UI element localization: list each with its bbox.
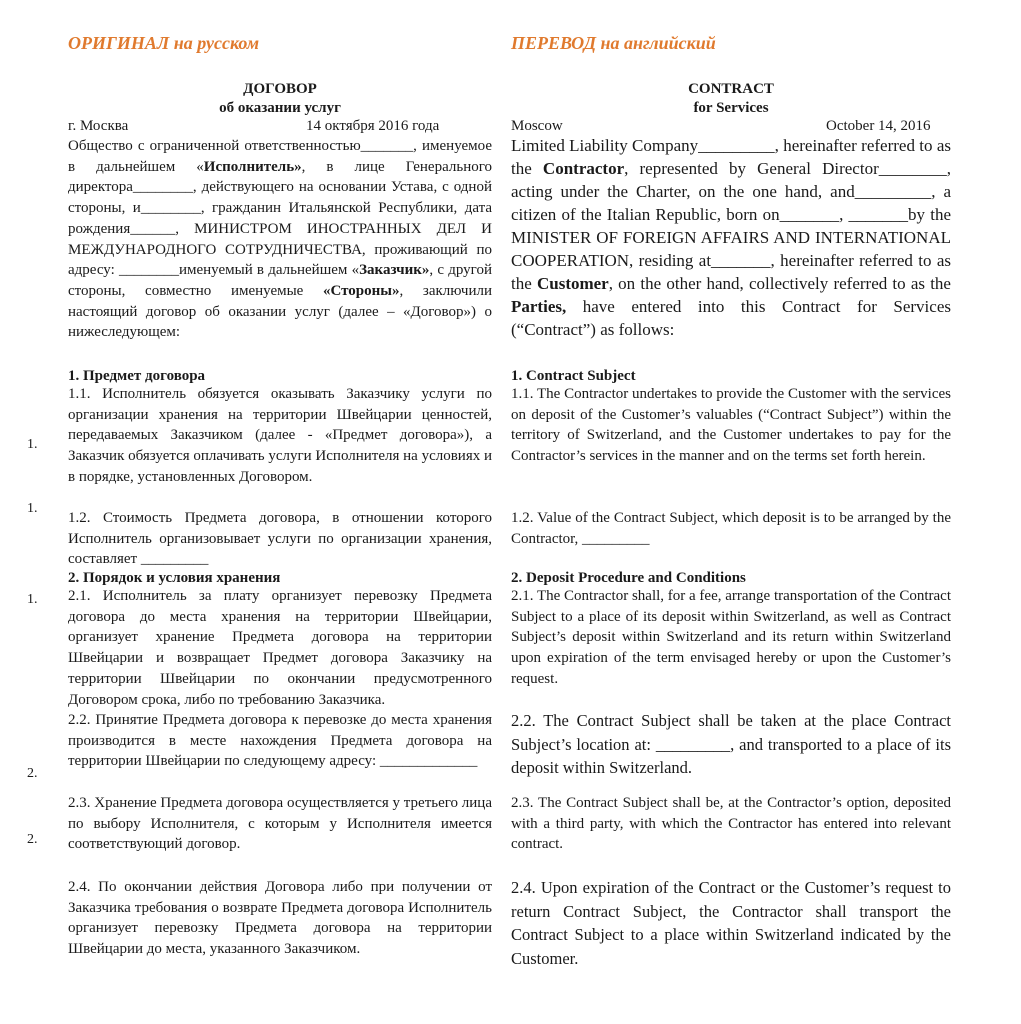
section-1-heading: 1. Contract Subject bbox=[511, 368, 636, 384]
text-run: , represented by General Director________, acting under the Charter, on the one hand, and_________, a citizen of the Italian Republic, born on_______, _______by the MINISTER OF FOREIGN AFFAIRS AND INTERNATIONAL COOPERATION, residing at_______, hereinafter referred to as the bbox=[511, 159, 951, 293]
translation-heading: ПЕРЕВОД на английский bbox=[511, 33, 716, 53]
bold-term: Исполнитель» bbox=[203, 158, 302, 175]
city: Moscow bbox=[511, 118, 563, 134]
bold-term: Contractor bbox=[542, 159, 625, 178]
contract-title: ДОГОВОР bbox=[243, 81, 317, 97]
margin-number: 1. bbox=[27, 437, 38, 452]
clause-2-4: 2.4. По окончании действия Договора либо при получении от Заказчика требования о возврате Предмета договора Исполнитель организует перевозку Предмета договора на территории Швейцарии до места, указанного Заказчиком. bbox=[68, 879, 492, 958]
text-run: Limited Liability Company_________, hereinafter referred to as the bbox=[511, 136, 951, 178]
text-run: Общество с ограниченной ответственностью_______, именуемое в дальнейшем « bbox=[68, 138, 492, 175]
contract-subtitle: об оказании услуг bbox=[219, 100, 341, 116]
contract-title: CONTRACT bbox=[688, 81, 774, 97]
margin-number: 1. bbox=[27, 592, 38, 607]
place-date-line bbox=[68, 117, 492, 136]
section-1-heading: 1. Предмет договора bbox=[68, 368, 206, 384]
city: г. Москва bbox=[68, 118, 129, 134]
contract-date: October 14, 2016 bbox=[826, 118, 931, 134]
section-2-heading: 2. Deposit Procedure and Conditions bbox=[511, 570, 746, 586]
clause-2-1: 2.1. The Contractor shall, for a fee, arrange transportation of the Contract Subject to a place of its deposit within Switzerland, as well as Contract Subject’s deposit within Switzerland and its return within Switzerland upon expiration of the term envisaged hereby or upon the Customer’s request. bbox=[511, 588, 951, 687]
text-run: , заключили настоящий договор об оказании услуг (далее – «Договор») о нижеследующем: bbox=[68, 282, 493, 341]
clause-1-2: 1.2. Value of the Contract Subject, which deposit is to be arranged by the Contractor, _________ bbox=[511, 510, 951, 547]
bold-term: Заказчик» bbox=[359, 262, 430, 279]
text-run: , в лице Генерального директора________, действующего на основании Устава, с одной стороны, и________, гражданин Итальянской Республики, дата рождения______, МИНИСТРОМ ИНОСТРАННЫХ ДЕЛ И МЕЖДУНАРОДНОГО СОТРУДНИЧЕСТВА, проживающий по адресу: ________именуемый в дальнейшем « bbox=[68, 158, 493, 279]
clause-2-2: 2.2. Принятие Предмета договора к перевозке до места хранения производится в месте нахождения Предмета договора на территории Швейцарии по следующему адресу: _____________ bbox=[68, 712, 492, 770]
clause-2-1: 2.1. Исполнитель за плату организует перевозку Предмета договора до места хранения на территории Швейцарии, организует хранение Предмета договора на территории Швейцарии и возвращает Предмет договора Заказчику на территории Швейцарии по окончании предусмотренного Договором срока, либо по требованию Заказчика. bbox=[68, 588, 492, 708]
bold-term: «Стороны» bbox=[323, 282, 400, 299]
preamble bbox=[68, 136, 492, 343]
clause-2-4: 2.4. Upon expiration of the Contract or the Customer’s request to return Contract Subject, the Contractor shall transport the Contract Subject to a place within Switzerland indicated by the Customer. bbox=[511, 878, 951, 968]
original-heading: ОРИГИНАЛ на русском bbox=[68, 33, 260, 53]
text-run: , on the other hand, collectively referred to as the bbox=[608, 274, 951, 293]
clause-2-3: 2.3. The Contract Subject shall be, at the Contractor’s option, deposited with a third party, with which the Contractor has entered into relevant contract. bbox=[511, 795, 951, 853]
text-run: have entered into this Contract for Services (“Contract”) as follows: bbox=[511, 297, 951, 339]
margin-number: 2. bbox=[27, 766, 38, 781]
text-run: , с другой стороны, совместно именуемые bbox=[68, 262, 492, 299]
preamble bbox=[511, 134, 951, 341]
bold-term: Customer bbox=[536, 274, 609, 293]
clause-2-2: 2.2. The Contract Subject shall be taken at the place Contract Subject’s location at: _________, and transported to a place of its deposit within Switzerland. bbox=[511, 711, 951, 777]
margin-number: 2. bbox=[27, 832, 38, 847]
margin-number: 1. bbox=[27, 501, 38, 516]
bold-term: Parties, bbox=[511, 297, 567, 316]
clause-2-3: 2.3. Хранение Предмета договора осуществляется у третьего лица по выбору Исполнителя, с которым у Исполнителя имеется соответствующий договор. bbox=[68, 795, 492, 853]
clause-1-2: 1.2. Стоимость Предмета договора, в отношении которого Исполнитель организовывает услуги по организации хранения, составляет _________ bbox=[68, 510, 492, 568]
clause-1-1: 1.1. The Contractor undertakes to provide the Customer with the services on deposit of the Customer’s valuables (“Contract Subject”) within the territory of Switzerland, and the Customer undertakes to pay for the Contractor’s services in the manner and on the terms set forth herein. bbox=[511, 386, 951, 465]
contract-subtitle: for Services bbox=[693, 100, 769, 116]
clause-1-1: 1.1. Исполнитель обязуется оказывать Заказчику услуги по организации хранения на территории Швейцарии ценностей, передаваемых Заказчиком (далее - «Предмет договора»), а Заказчик обязуется оплачивать услуги Исполнителя на условиях и в порядке, установленных Договором. bbox=[68, 386, 492, 485]
section-2-heading: 2. Порядок и условия хранения bbox=[68, 570, 281, 586]
contract-date: 14 октября 2016 года bbox=[306, 118, 440, 134]
